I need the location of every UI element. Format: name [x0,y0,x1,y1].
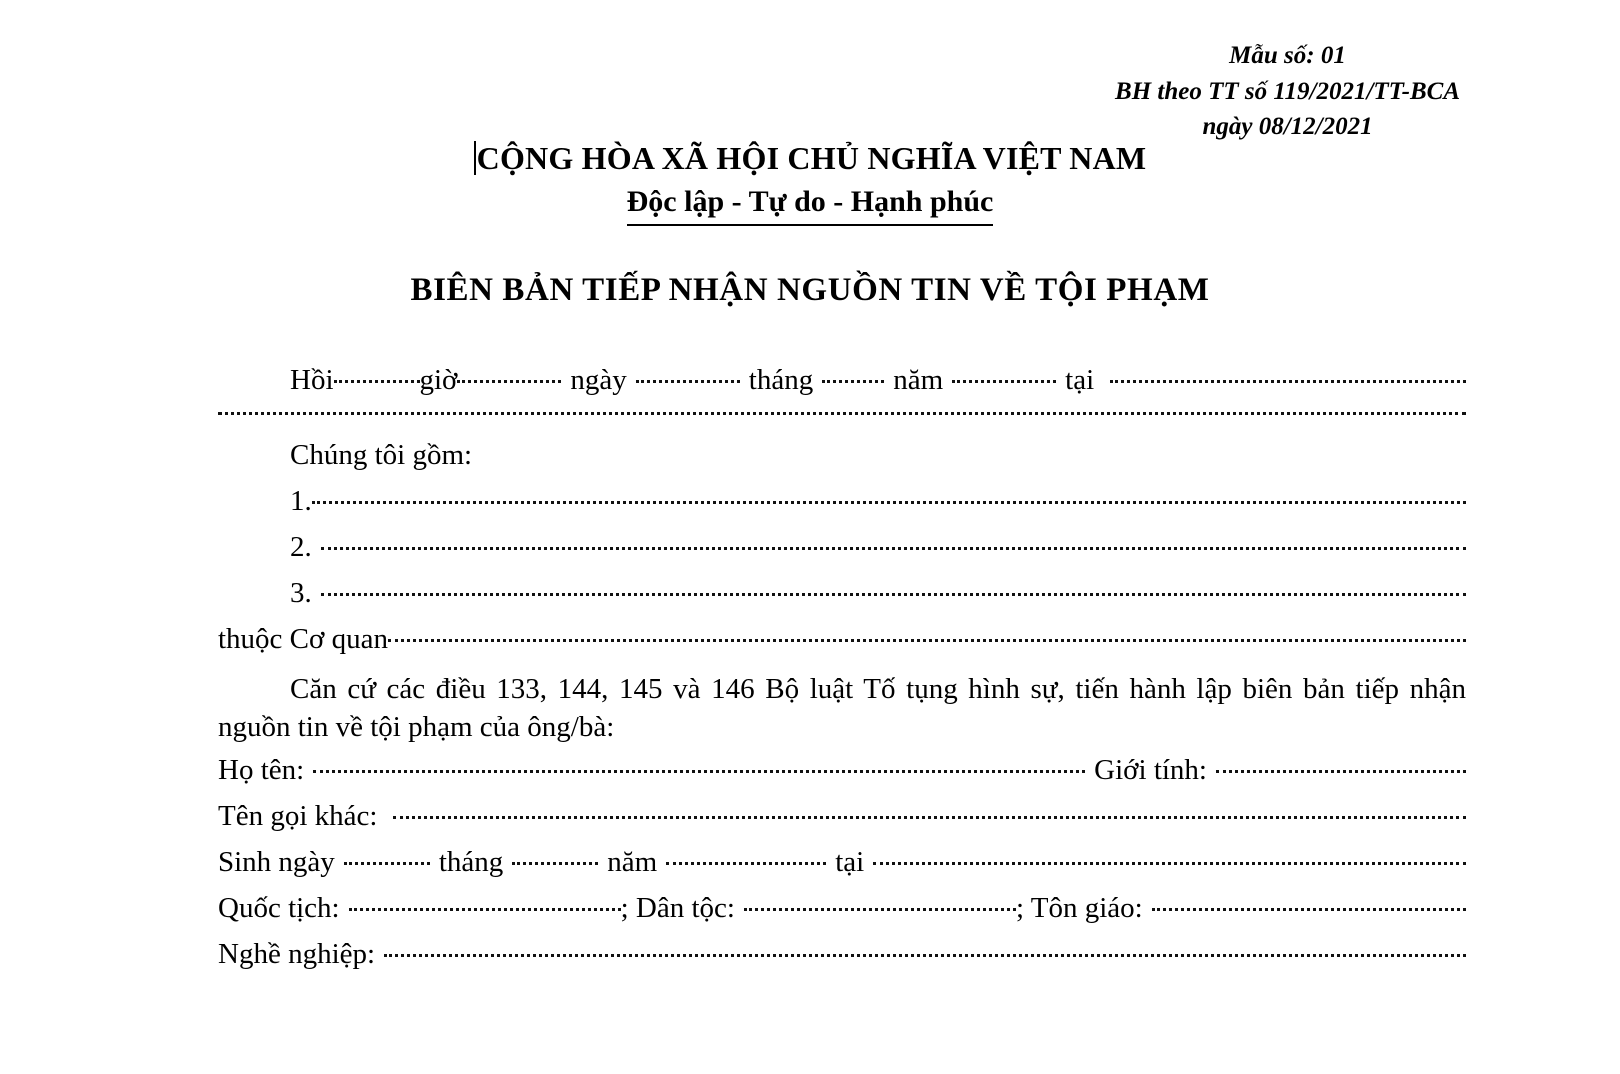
birth-line [218,848,1466,877]
label-religion: ; Tôn giáo: [1015,892,1143,925]
participants-intro: Chúng tôi gồm: [290,439,473,471]
label-birth-day: Sinh ngày [218,846,335,879]
field-location-continuation[interactable] [218,412,1466,415]
field-full-name[interactable] [313,770,1085,773]
document-title: BIÊN BẢN TIẾP NHẬN NGUỒN TIN VỀ TỘI PHẠM [410,272,1210,308]
alias-line [218,802,1466,831]
national-heading [0,140,1620,226]
field-month[interactable] [822,380,884,383]
field-hour[interactable] [334,380,420,383]
field-nationality[interactable] [349,908,621,911]
country-name: CỘNG HÒA XÃ HỘI CHỦ NGHĨA VIỆT NAM [476,140,1147,176]
label-birth-month: tháng [438,846,504,879]
field-religion[interactable] [1152,908,1466,911]
field-alias[interactable] [393,816,1466,819]
participant-row-1 [218,487,1466,516]
label-hoi: Hồi [290,364,334,396]
label-birth-year: năm [607,846,658,879]
label-ethnicity: ; Dân tộc: [620,892,735,925]
participant-row-3 [218,579,1466,608]
field-location[interactable] [1110,380,1466,383]
field-participant-3[interactable] [321,593,1466,596]
field-birth-month[interactable] [512,862,598,865]
field-day[interactable] [636,380,740,383]
field-gender[interactable] [1216,770,1466,773]
form-number-block [1115,38,1460,145]
label-full-name: Họ tên: [218,754,305,787]
legal-citation-text: Căn cứ các điều 133, 144, 145 và 146 Bộ luật Tố tụng hình sự, tiến hành lập biên bản tiếp nhận nguồn tin về tội phạm của ông/bà: [218,673,1466,743]
label-ngay: ngày [570,364,627,396]
field-birth-day[interactable] [344,862,430,865]
agency-line [218,625,1466,654]
label-birth-place: tại [835,846,865,879]
participant-number-3: 3. [290,577,312,609]
participants-intro-line [218,441,1466,470]
form-number: Mẫu số: 01 [1229,42,1346,69]
label-alias: Tên gọi khác: [218,800,378,833]
label-gio: giờ [419,364,458,396]
field-occupation[interactable] [384,954,1466,957]
label-tai: tại [1065,364,1095,396]
form-issue-date: ngày 08/12/2021 [1202,113,1373,140]
national-motto: Độc lập - Tự do - Hạnh phúc [627,185,994,226]
field-agency[interactable] [388,639,1466,642]
name-gender-line [218,756,1466,785]
label-nam: năm [893,364,944,396]
form-body [218,366,1466,986]
participant-number-2: 2. [290,531,312,563]
field-participant-1[interactable] [312,501,1466,504]
participant-row-2 [218,533,1466,562]
agency-label: thuộc Cơ quan [218,623,388,655]
field-year[interactable] [952,380,1056,383]
label-thang: tháng [748,364,814,396]
text-cursor [474,141,476,175]
country-name-line [474,140,1147,177]
field-birth-year[interactable] [666,862,826,865]
participant-number-1: 1. [290,485,312,517]
field-hour-extra[interactable] [457,380,561,383]
motto-line [0,185,1620,226]
field-participant-2[interactable] [321,547,1466,550]
field-ethnicity[interactable] [744,908,1016,911]
field-birth-place[interactable] [873,862,1466,865]
nationality-line [218,894,1466,923]
datetime-line [218,366,1466,395]
label-nationality: Quốc tịch: [218,892,340,925]
occupation-line [218,940,1466,969]
label-gender: Giới tính: [1094,754,1207,787]
form-circular-reference: BH theo TT số 119/2021/TT-BCA [1115,77,1460,105]
label-occupation: Nghề nghiệp: [218,938,376,971]
legal-citation-paragraph [218,671,1466,746]
